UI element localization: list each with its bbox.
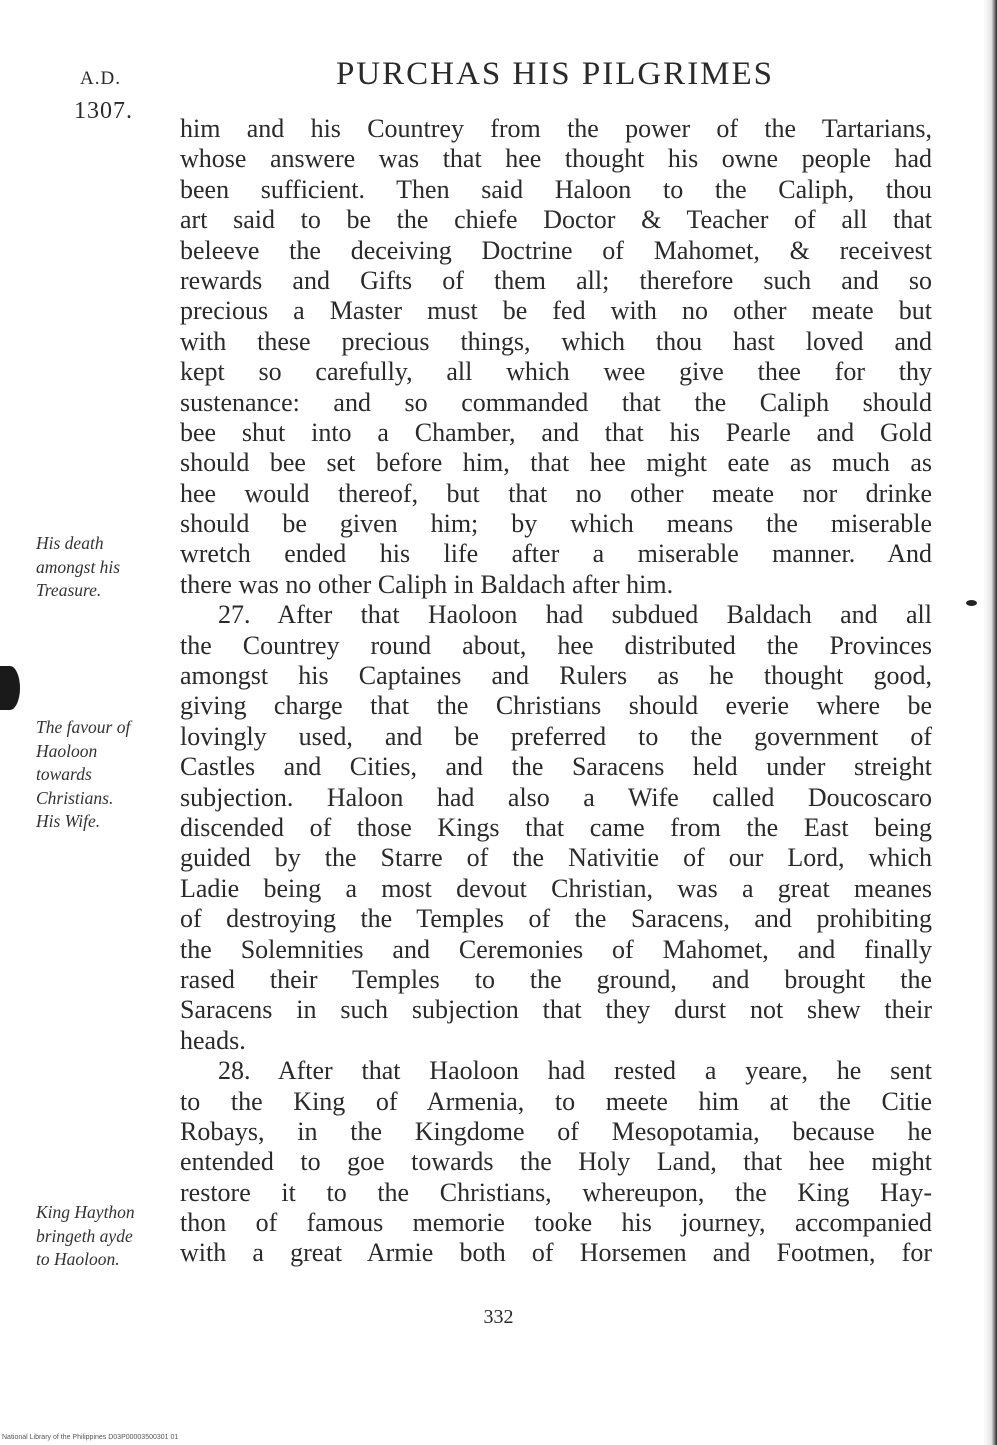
page-edge-shadow [983, 0, 997, 1445]
text-line: kept so carefully, all which wee give thee for thy [180, 357, 932, 387]
text-line: him and his Countrey from the power of the Tartarians, [180, 114, 932, 143]
text-line: guided by the Starre of the Nativitie of our Lord, which [180, 843, 932, 873]
text-line: art said to be the chiefe Doctor & Teacher of all that [180, 205, 932, 235]
running-title: PURCHAS HIS PILGRIMES [335, 56, 775, 92]
text-line: the Solemnities and Ceremonies of Mahomet, and finally [180, 934, 932, 964]
text-line: been sufficient. Then said Haloon to the Caliph, thou [180, 174, 932, 204]
body-text [180, 114, 932, 1269]
text-line: of destroying the Temples of the Saracens, and prohibiting [180, 904, 932, 934]
text-line: bee shut into a Chamber, and that his Pearle and Gold [180, 417, 932, 447]
text-line: whose answere was that hee thought his owne people had [180, 144, 932, 174]
text-line: with a great Armie both of Horsemen and Footmen, for [180, 1238, 932, 1268]
text-line: to the King of Armenia, to meete him at the Citie [180, 1086, 932, 1116]
margin-note-king: King Haython bringeth ayde to Haoloon. [36, 1202, 135, 1269]
text-line: rased their Temples to the ground, and brought the [180, 964, 932, 994]
text-line: with these precious things, which thou hast loved and [180, 326, 932, 356]
text-line: Saracens in such subjection that they durst not shew their [180, 995, 932, 1025]
text-line: entended to goe towards the Holy Land, that hee might [180, 1147, 932, 1177]
text-line: hee would thereof, but that no other meate nor drinke [180, 478, 932, 508]
scan-credit: National Library of the Philippines D03P00003500301 01 [2, 1434, 179, 1441]
text-line: precious a Master must be fed with no other meate but [180, 296, 932, 326]
anno-domini-label: A.D. [80, 68, 121, 89]
text-line: Castles and Cities, and the Saracens held under streight [180, 752, 932, 782]
text-line: the Countrey round about, hee distributed the Provinces [180, 630, 932, 660]
ink-spot [966, 600, 977, 606]
text-line: sustenance: and so commanded that the Caliph should [180, 387, 932, 417]
text-line: heads. [180, 1025, 246, 1055]
page-number: 332 [483, 1306, 514, 1328]
text-line: there was no other Caliph in Baldach after him. [180, 569, 674, 599]
text-line: giving charge that the Christians should everie where be [180, 691, 932, 721]
text-line: subjection. Haloon had also a Wife called Doucoscaro [180, 782, 932, 812]
text-line: discended of those Kings that came from the East being [180, 812, 932, 842]
text-line: Ladie being a most devout Christian, was a great meanes [180, 873, 932, 903]
text-line: should bee set before him, that hee might eate as much as [180, 448, 932, 478]
text-line: beleeve the deceiving Doctrine of Mahomet, & receivest [180, 235, 932, 265]
text-line: Robays, in the Kingdome of Mesopotamia, because he [180, 1116, 932, 1146]
text-line: rewards and Gifts of them all; therefore such and so [180, 265, 932, 295]
text-line: wretch ended his life after a miserable manner. And [180, 539, 932, 569]
paragraph-27-start: 27. After that Haoloon had subdued Baldach and all [218, 600, 932, 630]
text-line: amongst his Captaines and Rulers as he thought good, [180, 661, 932, 691]
year-label: 1307. [74, 98, 133, 124]
ink-blot [0, 666, 20, 710]
text-line: restore it to the Christians, whereupon, the King Hay- [180, 1177, 932, 1207]
paragraph-28-start: 28. After that Haoloon had rested a yeare, he sent [218, 1056, 932, 1086]
margin-note-death: His death amongst his Treasure. [36, 533, 121, 600]
margin-note-favour: The favour of Haoloon towards Christians. His Wife. [36, 717, 131, 831]
text-line: should be given him; by which means the miserable [180, 509, 932, 539]
text-line: lovingly used, and be preferred to the government of [180, 721, 932, 751]
text-line: thon of famous memorie tooke his journey, accompanied [180, 1208, 932, 1238]
